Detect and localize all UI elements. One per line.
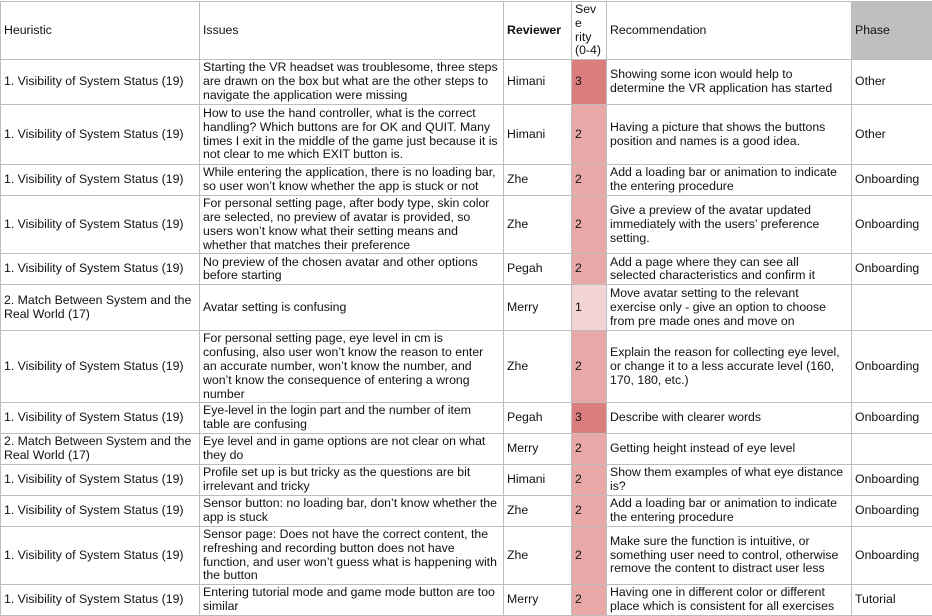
recommendation-cell[interactable]: Getting height instead of eye level [607,433,852,464]
column-header-reviewer[interactable]: Reviewer [504,2,572,60]
issue-cell[interactable]: While entering the application, there is no loading bar, so user won’t know whether the app is stuck or not [200,165,504,196]
column-header-severity[interactable] [572,2,607,60]
issue-cell[interactable]: Profile set up is but tricky as the questions are bit irrelevant and tricky [200,464,504,495]
table-row [1,196,932,254]
reviewer-cell[interactable]: Himani [504,60,572,105]
heuristic-cell[interactable]: 1. Visibility of System Status (19) [1,526,200,584]
heuristic-cell[interactable]: 1. Visibility of System Status (19) [1,495,200,526]
severity-cell[interactable]: 2 [572,165,607,196]
reviewer-cell[interactable]: Zhe [504,196,572,254]
heuristic-evaluation-table [0,1,932,616]
recommendation-cell[interactable]: Having one in different color or different place which is consistent for all exercises [607,585,852,616]
severity-cell[interactable]: 2 [572,254,607,285]
heuristic-cell[interactable]: 1. Visibility of System Status (19) [1,585,200,616]
recommendation-cell[interactable]: Move avatar setting to the relevant exercise only - give an option to choose from pre made ones and move on [607,285,852,331]
phase-cell[interactable]: Other [852,105,932,165]
column-header-issues[interactable]: Issues [200,2,504,60]
recommendation-cell[interactable]: Add a loading bar or animation to indicate the entering procedure [607,165,852,196]
heuristic-cell[interactable]: 1. Visibility of System Status (19) [1,464,200,495]
table-row [1,105,932,165]
severity-cell[interactable]: 3 [572,60,607,105]
reviewer-cell[interactable]: Pegah [504,254,572,285]
severity-cell[interactable]: 3 [572,403,607,434]
table-row [1,165,932,196]
severity-cell[interactable]: 2 [572,331,607,403]
table-row [1,403,932,434]
issue-cell[interactable]: How to use the hand controller, what is the correct handling? Which buttons are for OK and QUIT. Many times I exit in the middle of the game just because it is not clear to me which EXIT button is. [200,105,504,165]
column-header-phase[interactable]: Phase [852,2,932,60]
recommendation-cell[interactable]: Give a preview of the avatar updated immediately with the users’ preference setting. [607,196,852,254]
issue-cell[interactable]: Eye level and in game options are not clear on what they do [200,433,504,464]
severity-cell[interactable]: 2 [572,495,607,526]
severity-cell[interactable]: 2 [572,433,607,464]
recommendation-cell[interactable]: Add a page where they can see all selected characteristics and confirm it [607,254,852,285]
severity-cell[interactable]: 2 [572,105,607,165]
table-row [1,331,932,403]
severity-cell[interactable]: 1 [572,285,607,331]
table-row [1,285,932,331]
heuristic-cell[interactable]: 1. Visibility of System Status (19) [1,196,200,254]
severity-header-line-1: Seve [575,2,596,30]
issue-cell[interactable]: For personal setting page, after body type, skin color are selected, no preview of avatar is provided, so users won’t know what their setting means and whether that matches their preference [200,196,504,254]
phase-cell[interactable] [852,433,932,464]
phase-cell[interactable]: Onboarding [852,196,932,254]
heuristic-cell[interactable]: 2. Match Between System and the Real World (17) [1,285,200,331]
reviewer-cell[interactable]: Merry [504,585,572,616]
issue-cell[interactable]: Sensor button: no loading bar, don’t know whether the app is stuck [200,495,504,526]
phase-cell[interactable]: Other [852,60,932,105]
heuristic-cell[interactable]: 1. Visibility of System Status (19) [1,105,200,165]
recommendation-cell[interactable]: Make sure the function is intuitive, or something user need to control, otherwise remove the content to distract user less [607,526,852,584]
recommendation-cell[interactable]: Describe with clearer words [607,403,852,434]
severity-cell[interactable]: 2 [572,526,607,584]
heuristic-cell[interactable]: 1. Visibility of System Status (19) [1,254,200,285]
recommendation-cell[interactable]: Show them examples of what eye distance is? [607,464,852,495]
reviewer-cell[interactable]: Merry [504,285,572,331]
severity-header-line-3: (0-4) [575,43,601,57]
issue-cell[interactable]: Starting the VR headset was troublesome, three steps are drawn on the box but what are the other steps to navigate the application were missing [200,60,504,105]
heuristic-cell[interactable]: 2. Match Between System and the Real World (17) [1,433,200,464]
table-row [1,254,932,285]
phase-cell[interactable]: Onboarding [852,165,932,196]
issue-cell[interactable]: No preview of the chosen avatar and other options before starting [200,254,504,285]
severity-cell[interactable]: 2 [572,196,607,254]
severity-cell[interactable]: 2 [572,464,607,495]
table-row [1,433,932,464]
issue-cell[interactable]: For personal setting page, eye level in cm is confusing, also user won’t know the reason to enter an accurate number, won’t know the number, and won’t know the consequence of entering a wrong number [200,331,504,403]
reviewer-cell[interactable]: Zhe [504,495,572,526]
table-row [1,495,932,526]
phase-cell[interactable]: Tutorial [852,585,932,616]
reviewer-cell[interactable]: Merry [504,433,572,464]
recommendation-cell[interactable]: Showing some icon would help to determine the VR application has started [607,60,852,105]
severity-header-line-2: rity [575,30,591,44]
heuristic-cell[interactable]: 1. Visibility of System Status (19) [1,403,200,434]
phase-cell[interactable]: Onboarding [852,464,932,495]
recommendation-cell[interactable]: Explain the reason for collecting eye level, or change it to a less accurate level (160, 170, 180, etc.) [607,331,852,403]
column-header-recommendation[interactable]: Recommendation [607,2,852,60]
reviewer-cell[interactable]: Zhe [504,331,572,403]
reviewer-cell[interactable]: Zhe [504,526,572,584]
phase-cell[interactable]: Onboarding [852,495,932,526]
reviewer-cell[interactable]: Zhe [504,165,572,196]
reviewer-cell[interactable]: Himani [504,105,572,165]
issue-cell[interactable]: Sensor page: Does not have the correct content, the refreshing and recording button does not have function, and user won’t guess what is happening with the button [200,526,504,584]
issue-cell[interactable]: Eye-level in the login part and the number of item table are confusing [200,403,504,434]
recommendation-cell[interactable]: Having a picture that shows the buttons position and names is a good idea. [607,105,852,165]
phase-cell[interactable]: Onboarding [852,403,932,434]
issue-cell[interactable]: Entering tutorial mode and game mode button are too similar [200,585,504,616]
issue-cell[interactable]: Avatar setting is confusing [200,285,504,331]
phase-cell[interactable]: Onboarding [852,254,932,285]
recommendation-cell[interactable]: Add a loading bar or animation to indicate the entering procedure [607,495,852,526]
table-row [1,60,932,105]
reviewer-cell[interactable]: Pegah [504,403,572,434]
heuristic-cell[interactable]: 1. Visibility of System Status (19) [1,165,200,196]
phase-cell[interactable]: Onboarding [852,331,932,403]
header-row [1,2,932,60]
heuristic-cell[interactable]: 1. Visibility of System Status (19) [1,331,200,403]
phase-cell[interactable] [852,285,932,331]
heuristic-cell[interactable]: 1. Visibility of System Status (19) [1,60,200,105]
table-row [1,464,932,495]
phase-cell[interactable]: Onboarding [852,526,932,584]
severity-cell[interactable]: 2 [572,585,607,616]
column-header-heuristic[interactable]: Heuristic [1,2,200,60]
table-row [1,585,932,616]
reviewer-cell[interactable]: Himani [504,464,572,495]
